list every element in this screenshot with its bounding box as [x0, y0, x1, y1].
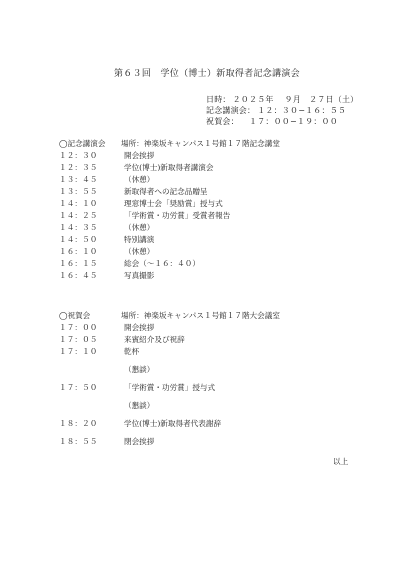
info-lecture-time: [206, 105, 346, 116]
schedule-desc: 総会（〜１６：４０）: [124, 259, 200, 268]
schedule-time: １７：１０: [59, 347, 98, 356]
schedule-row: [59, 418, 379, 436]
info-lecture-label: 記念講演会：: [206, 106, 256, 115]
page-title: 第６３回 学位（博士）新取得者記念講演会: [113, 69, 300, 79]
schedule-row: [59, 382, 379, 400]
schedule-desc: 新取得者への記念品贈呈: [124, 187, 208, 196]
schedule-desc: 理窓博士会「奨励賞」授与式: [124, 199, 223, 208]
schedule-row: [59, 222, 379, 234]
schedule-desc: 学位(博士)新取得者代表謝辞: [124, 419, 222, 428]
schedule-time: １４：５０: [59, 235, 98, 244]
party-section: [59, 310, 379, 448]
schedule-desc: 特別講演: [124, 235, 155, 244]
schedule-desc: 学位(博士)新取得者講演会: [124, 163, 214, 172]
schedule-row: [59, 364, 379, 382]
party-section-header: [59, 310, 379, 322]
schedule-time: [59, 400, 124, 418]
closing-text: 以上: [333, 457, 349, 466]
info-party-time: [206, 116, 338, 127]
info-date-value: ２０２５年 ９月 ２７日（土）: [232, 95, 359, 104]
schedule-time: １４：３５: [59, 223, 98, 232]
schedule-row: [59, 346, 379, 364]
schedule-time: １７：５０: [59, 383, 98, 392]
schedule-time: １４：２５: [59, 211, 98, 220]
party-section-label: ◯祝賀会: [59, 311, 91, 320]
schedule-row: [59, 322, 379, 334]
info-lecture-value: １２：３０−１６：５５: [257, 106, 347, 115]
schedule-row: [59, 400, 379, 418]
schedule-desc: 開会挨拶: [124, 151, 155, 160]
schedule-time: １７：００: [59, 323, 98, 332]
schedule-row: [59, 210, 379, 222]
schedule-desc: （懇談）: [124, 365, 155, 374]
schedule-desc: 乾杯: [124, 347, 140, 356]
schedule-time: １６：４５: [59, 271, 98, 280]
info-party-value: １７：００−１９：００: [240, 117, 338, 126]
schedule-desc: （休憩）: [124, 223, 155, 232]
schedule-desc: （懇談）: [124, 401, 155, 410]
schedule-time: １７：０５: [59, 335, 98, 344]
schedule-time: １４：１０: [59, 199, 98, 208]
schedule-desc: 来賓紹介及び祝辞: [124, 335, 185, 344]
schedule-row: [59, 246, 379, 258]
info-date-label: 日時：: [206, 95, 231, 104]
schedule-desc: 閉会挨拶: [124, 437, 155, 446]
schedule-time: １６：１０: [59, 247, 98, 256]
schedule-time: １８：５５: [59, 437, 98, 446]
schedule-desc: 「学術賞・功労賞」受賞者報告: [124, 211, 231, 220]
schedule-time: １３：５５: [59, 187, 98, 196]
schedule-time: １６：１５: [59, 259, 98, 268]
schedule-time: １８：２０: [59, 419, 98, 428]
schedule-desc: （休憩）: [124, 247, 155, 256]
schedule-desc: （休憩）: [124, 175, 155, 184]
schedule-desc: 「学術賞・功労賞」授与式: [124, 383, 216, 392]
schedule-row: [59, 234, 379, 246]
lecture-section: [59, 138, 379, 282]
schedule-row: [59, 174, 379, 186]
info-party-label: 祝賀会：: [206, 117, 239, 126]
lecture-section-label: ◯記念講演会: [59, 139, 106, 148]
schedule-row: [59, 258, 379, 270]
schedule-desc: 写真撮影: [124, 271, 155, 280]
schedule-row: [59, 334, 379, 346]
schedule-time: １２：３５: [59, 163, 98, 172]
schedule-desc: 開会挨拶: [124, 323, 155, 332]
schedule-time: １３：４５: [59, 175, 98, 184]
schedule-row: [59, 198, 379, 210]
schedule-row: [59, 150, 379, 162]
schedule-time: [59, 364, 124, 382]
lecture-section-header: [59, 138, 379, 150]
schedule-row: [59, 270, 379, 282]
info-date: [206, 94, 358, 105]
schedule-time: １２：３０: [59, 151, 98, 160]
schedule-row: [59, 186, 379, 198]
schedule-row: [59, 436, 379, 448]
lecture-venue: 場所：神楽坂キャンパス１号館１７階記念講堂: [121, 139, 280, 148]
schedule-row: [59, 162, 379, 174]
party-venue: 場所：神楽坂キャンパス１号館１７階大会議室: [121, 311, 280, 320]
